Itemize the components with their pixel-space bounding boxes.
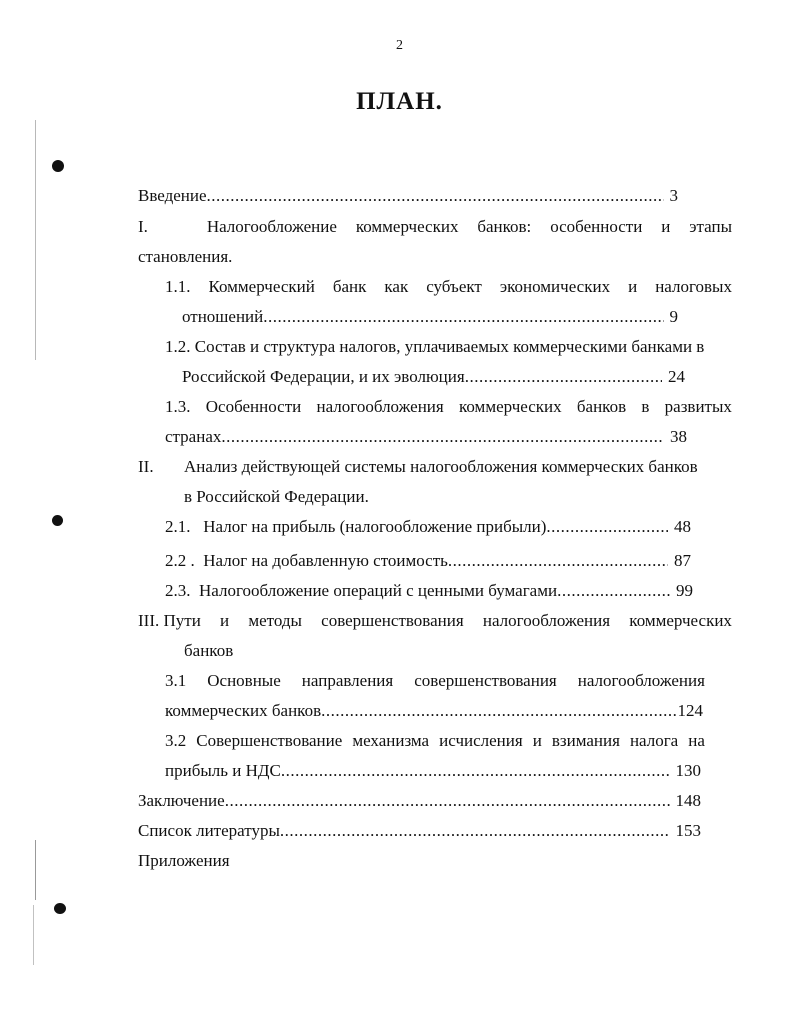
toc-entry-3-1-continued: коммерческих банков ..... 124 xyxy=(165,700,703,722)
toc-entry-1-3: 1.3. Особенности налогообложения коммерческих банков в развитых xyxy=(165,397,732,416)
punch-hole-mark xyxy=(52,160,64,172)
scan-margin-line xyxy=(35,120,36,360)
toc-entry-3-2-continued: прибыль и НДС ..... 130 xyxy=(165,760,701,782)
toc-section-3-continued: банков xyxy=(184,641,234,660)
toc-section-2: Анализ действующей системы налогообложения коммерческих банков xyxy=(184,457,698,476)
toc-entry-3-2: 3.2 Совершенствование механизма исчисления и взимания налога на xyxy=(165,731,705,750)
toc-section-1: I. Налогообложение коммерческих банков: особенности и этапы xyxy=(138,217,732,236)
toc-entry-2-3: 2.3. Налогообложение операций с ценными бумагами ..... 99 xyxy=(165,580,693,602)
toc-entry-appendix: Приложения xyxy=(138,851,230,870)
toc-entry-conclusion: Заключение ..... 148 xyxy=(138,790,701,812)
scan-margin-line xyxy=(33,905,34,965)
toc-entry-1-2-continued: Российской Федерации, и их эволюция ..... 24 xyxy=(182,366,685,388)
toc-entry-introduction: Введение ..... 3 xyxy=(138,185,678,207)
toc-entry-references: Список литературы ..... 153 xyxy=(138,820,701,842)
toc-section-1-continued: становления. xyxy=(138,247,233,266)
toc-section-2-continued: в Российской Федерации. xyxy=(184,487,369,506)
toc-entry-1-1-continued: отношений ..... 9 xyxy=(182,306,678,328)
toc-entry-1-3-continued: странах ..... 38 xyxy=(165,426,687,448)
page-title: ПЛАН. xyxy=(356,88,443,115)
toc-entry-1-2: 1.2. Состав и структура налогов, уплачиваемых коммерческими банками в xyxy=(165,337,705,356)
page-number: 2 xyxy=(396,38,403,53)
punch-hole-mark xyxy=(54,903,66,914)
toc-entry-3-1: 3.1 Основные направления совершенствования налогообложения xyxy=(165,671,705,690)
toc-section-2-number: II. xyxy=(138,457,154,476)
toc-section-3: III. Пути и методы совершенствования налогообложения коммерческих xyxy=(138,611,732,630)
toc-entry-2-2: 2.2 . Налог на добавленную стоимость ..... 87 xyxy=(165,550,691,572)
punch-hole-mark xyxy=(52,515,63,526)
toc-entry-1-1: 1.1. Коммерческий банк как субъект экономических и налоговых xyxy=(165,277,732,296)
toc-entry-2-1: 2.1. Налог на прибыль (налогообложение прибыли) ..... 48 xyxy=(165,516,691,538)
scan-margin-line xyxy=(35,840,36,900)
